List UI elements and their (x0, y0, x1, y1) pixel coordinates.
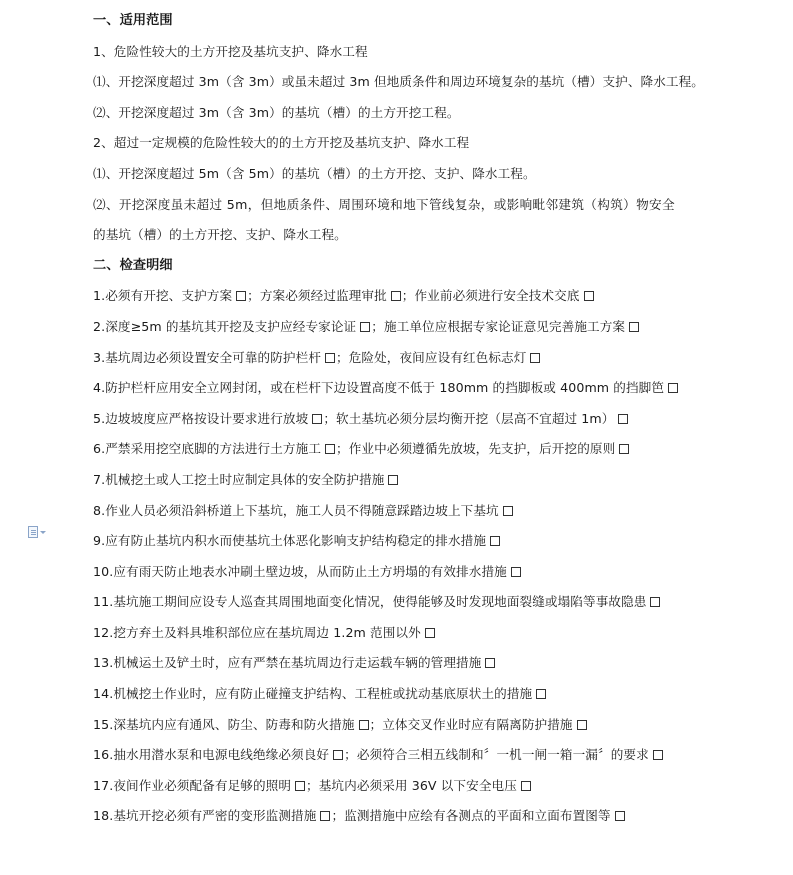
checkbox[interactable] (615, 811, 625, 821)
checkbox[interactable] (618, 414, 628, 424)
checkbox[interactable] (577, 720, 587, 730)
checklist-item (93, 281, 783, 312)
checklist-item (93, 404, 783, 435)
checklist-item-text: 2.深度≥5m 的基坑其开挖及支护应经专家论证 (93, 318, 357, 334)
checklist-item (93, 526, 783, 557)
checkbox[interactable] (325, 444, 335, 454)
checkbox[interactable] (391, 291, 401, 301)
checklist-item-text: 17.夜间作业必须配备有足够的照明 (93, 777, 292, 793)
checklist-item-text: 13.机械运土及铲土时，应有严禁在基坑周边行走运载车辆的管理措施 (93, 655, 482, 671)
checklist-item (93, 679, 783, 710)
checkbox[interactable] (295, 781, 305, 791)
checklist-item-text: ；作业中必须遵循先放坡，先支护，后开挖的原则 (336, 441, 616, 457)
checkbox[interactable] (333, 750, 343, 760)
checklist-item-text: 16.抽水用潜水泵和电源电线绝缘必须良好 (93, 747, 330, 763)
checklist-item-text: 3.基坑周边必须设置安全可靠的防护栏杆 (93, 349, 322, 365)
section-heading-checklist: 二、检查明细 (93, 257, 173, 273)
checklist-item (93, 434, 783, 465)
scope-line: ⑴、开挖深度超过 3m（含 3m）或虽未超过 3m 但地质条件和周边环境复杂的基坑（槽）支护、降水工程。 (93, 74, 704, 90)
section-heading-scope: 一、适用范围 (93, 13, 173, 28)
checklist-item (93, 618, 783, 649)
checklist-item-text: ；方案必须经过监理审批 (247, 288, 387, 304)
checkbox[interactable] (629, 322, 639, 332)
checklist-item-text: 15.深基坑内应有通风、防尘、防毒和防火措施 (93, 716, 355, 732)
scope-line: ⑵、开挖深度虽未超过 5m，但地质条件、周围环境和地下管线复杂，或影响毗邻建筑（构筑）物安全 (93, 196, 675, 212)
checklist-item-text: ；施工单位应根据专家论证意见完善施工方案 (371, 318, 626, 334)
checklist-item (93, 648, 783, 679)
checklist-item (93, 496, 783, 527)
checklist-item (93, 740, 783, 771)
checkbox[interactable] (521, 781, 531, 791)
checkbox[interactable] (653, 750, 663, 760)
checkbox[interactable] (388, 475, 398, 485)
checklist (93, 281, 783, 832)
checklist-item-text: 1.必须有开挖、支护方案 (93, 288, 233, 304)
scope-line: ⑴、开挖深度超过 5m（含 5m）的基坑（槽）的土方开挖、支护、降水工程。 (93, 165, 536, 181)
checklist-item-text: 5.边坡坡度应严格按设计要求进行放坡 (93, 410, 309, 426)
checkbox[interactable] (490, 536, 500, 546)
checklist-item (93, 373, 783, 404)
checklist-item-text: 14.机械挖土作业时，应有防止碰撞支护结构、工程桩或扰动基底原状土的措施 (93, 686, 533, 702)
checkbox[interactable] (485, 658, 495, 668)
checkbox[interactable] (536, 689, 546, 699)
checklist-item-text: 9.应有防止基坑内积水而使基坑土体恶化影响支护结构稳定的排水措施 (93, 533, 487, 549)
checkbox[interactable] (425, 628, 435, 638)
checklist-item-text: 4.防护栏杆应用安全立网封闭，或在栏杆下边设置高度不低于 180mm 的挡脚板或 400mm 的挡脚笆 (93, 380, 665, 396)
scope-line: ⑵、开挖深度超过 3m（含 3m）的基坑（槽）的土方开挖工程。 (93, 104, 460, 120)
checkbox[interactable] (530, 353, 540, 363)
checklist-item (93, 587, 783, 618)
checklist-item (93, 710, 783, 741)
checklist-item (93, 557, 783, 588)
checklist-item (93, 771, 783, 802)
checklist-item-text: 7.机械挖土或人工挖土时应制定具体的安全防护措施 (93, 471, 385, 487)
checkbox[interactable] (359, 720, 369, 730)
checkbox[interactable] (650, 597, 660, 607)
checkbox[interactable] (325, 353, 335, 363)
checkbox[interactable] (236, 291, 246, 301)
checklist-item-text: 8.作业人员必须沿斜桥道上下基坑，施工人员不得随意踩踏边坡上下基坑 (93, 502, 499, 518)
checklist-item (93, 465, 783, 496)
checklist-item-text: ；作业前必须进行安全技术交底 (401, 288, 580, 304)
checklist-item-text: ；危险处，夜间应设有红色标志灯 (336, 349, 527, 365)
checkbox[interactable] (584, 291, 594, 301)
checkbox[interactable] (503, 506, 513, 516)
checklist-item-text: 11.基坑施工期间应设专人巡查其周围地面变化情况，使得能够及时发现地面裂缝或塌陷等事故隐患 (93, 594, 647, 610)
checklist-item-text: ；软土基坑必须分层均衡开挖（层高不宜超过 1m） (323, 410, 615, 426)
checkbox[interactable] (360, 322, 370, 332)
scope-line: 的基坑（槽）的土方开挖、支护、降水工程。 (93, 227, 347, 243)
document-body (93, 6, 783, 832)
checklist-item (93, 801, 783, 832)
checkbox[interactable] (320, 811, 330, 821)
checklist-item (93, 312, 783, 343)
checklist-item (93, 343, 783, 374)
checkbox[interactable] (668, 383, 678, 393)
checkbox[interactable] (511, 567, 521, 577)
checklist-item-text: ；基坑内必须采用 36V 以下安全电压 (306, 777, 517, 793)
checklist-item-text: 10.应有雨天防止地表水冲刷土壁边坡，从而防止土方坍塌的有效排水措施 (93, 563, 507, 579)
document-menu-icon[interactable] (28, 526, 46, 538)
checklist-item-text: 18.基坑开挖必须有严密的变形监测措施 (93, 808, 317, 824)
scope-line: 2、超过一定规模的危险性较大的的土方开挖及基坑支护、降水工程 (93, 135, 470, 151)
checklist-item-text: 6.严禁采用挖空底脚的方法进行土方施工 (93, 441, 322, 457)
checkbox[interactable] (619, 444, 629, 454)
checklist-item-text: ；立体交叉作业时应有隔离防护措施 (369, 716, 573, 732)
checkbox[interactable] (312, 414, 322, 424)
checklist-item-text: 12.挖方弃土及料具堆积部位应在基坑周边 1.2m 范围以外 (93, 624, 421, 640)
checklist-item-text: ；必须符合三相五线制和〞一机一闸一箱一漏〞的要求 (344, 747, 649, 763)
checklist-item-text: ；监测措施中应绘有各测点的平面和立面布置图等 (331, 808, 611, 824)
chevron-down-icon (40, 531, 46, 534)
scope-line: 1、危险性较大的土方开挖及基坑支护、降水工程 (93, 43, 368, 59)
page-icon (28, 526, 38, 538)
